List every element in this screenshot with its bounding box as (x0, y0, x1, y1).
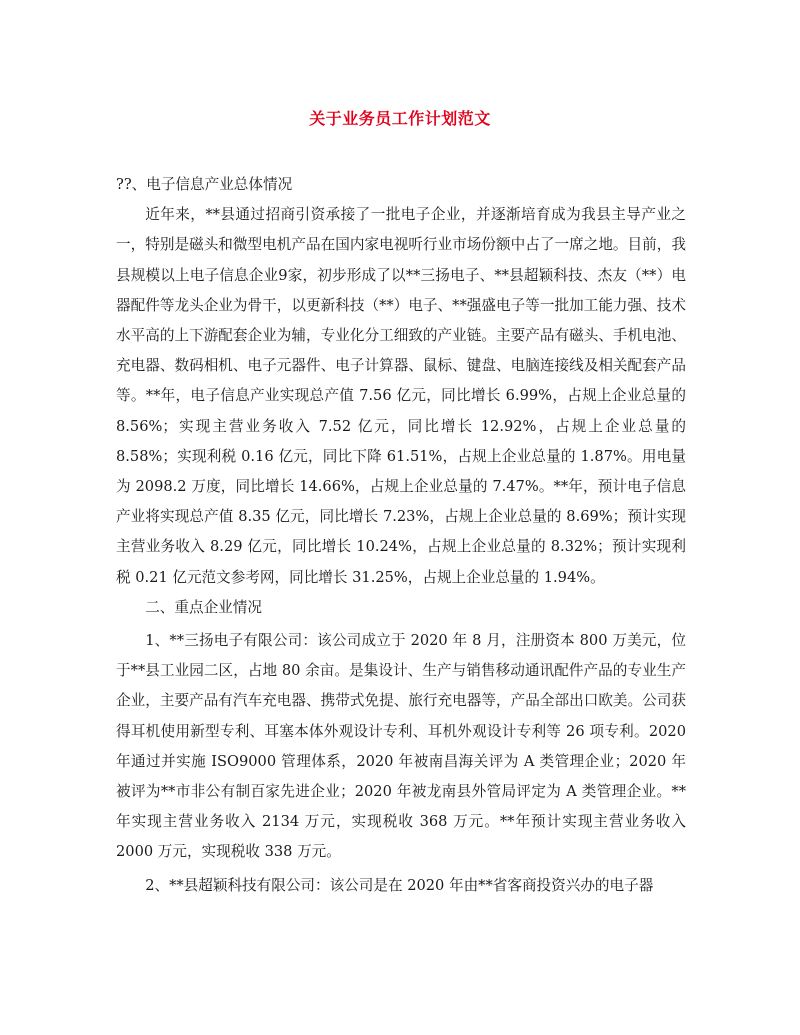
paragraph-industry-overview: 近年来，**县通过招商引资承接了一批电子企业，并逐渐培育成为我县主导产业之一，特别是磁头和微型电机产品在国内家电视听行业市场份额中占了一席之地。目前，我县规模以上电子信息企业9家，初步形成了以**三扬电子、**县超颖科技、杰友（**）电器配件等龙头企业为骨干，以更新科技（**）电子、**强盛电子等一批加工能力强、技术水平高的上下游配套企业为辅，专业化分工细致的产业链。主要产品有磁头、手机电池、充电器、数码相机、电子元器件、电子计算器、鼠标、键盘、电脑连接线及相关配套产品等。**年，电子信息产业实现总产值 7.56 亿元，同比增长 6.99%，占规上企业总量的 8.56%；实现主营业务收入 7.52 亿元，同比增长 12.92%，占规上企业总量的 8.58%；实现利税 0.16 亿元，同比下降 61.51%，占规上企业总量的 1.87%。用电量为 2098.2 万度，同比增长 14.66%，占规上企业总量的 7.47%。**年，预计电子信息产业将实现总产值 8.35 亿元，同比增长 7.23%，占规上企业总量的 8.69%；预计实现主营业务收入 8.29 亿元，同比增长 10.24%，占规上企业总量的 8.32%；预计实现利税 0.21 亿元范文参考网，同比增长 31.25%，占规上企业总量的 1.94%。 (116, 206, 686, 586)
document-body (116, 170, 686, 901)
page-title: 关于业务员工作计划范文 (309, 109, 491, 128)
section-heading-2: 二、重点企业情况 (145, 598, 262, 616)
paragraph-company-sanyang: 1、**三扬电子有限公司：该公司成立于 2020 年 8 月，注册资本 800 万美元，位于**县工业园二区，占地 80 余亩。是集设计、生产与销售移动通讯配件产品的专业生产企业，主要产品有汽车充电器、携带式免提、旅行充电器等，产品全部出口欧美。公司获得耳机使用新型专利、耳塞本体外观设计专利、耳机外观设计专利等 26 项专利。2020 年通过并实施 ISO9000 管理体系，2020 年被南昌海关评为 A 类管理企业；2020 年被评为**市非公有制百家先进企业；2020 年被龙南县外管局评定为 A 类管理企业。**年实现主营业务收入 2134 万元，实现税收 368 万元。**年预计实现主营业务收入 2000 万元，实现税收 338 万元。 (116, 632, 686, 861)
paragraph-company-chaoying: 2、**县超颖科技有限公司：该公司是在 2020 年由**省客商投资兴办的电子器 (145, 876, 654, 894)
section-heading-1: ??、电子信息产业总体情况 (116, 176, 293, 193)
